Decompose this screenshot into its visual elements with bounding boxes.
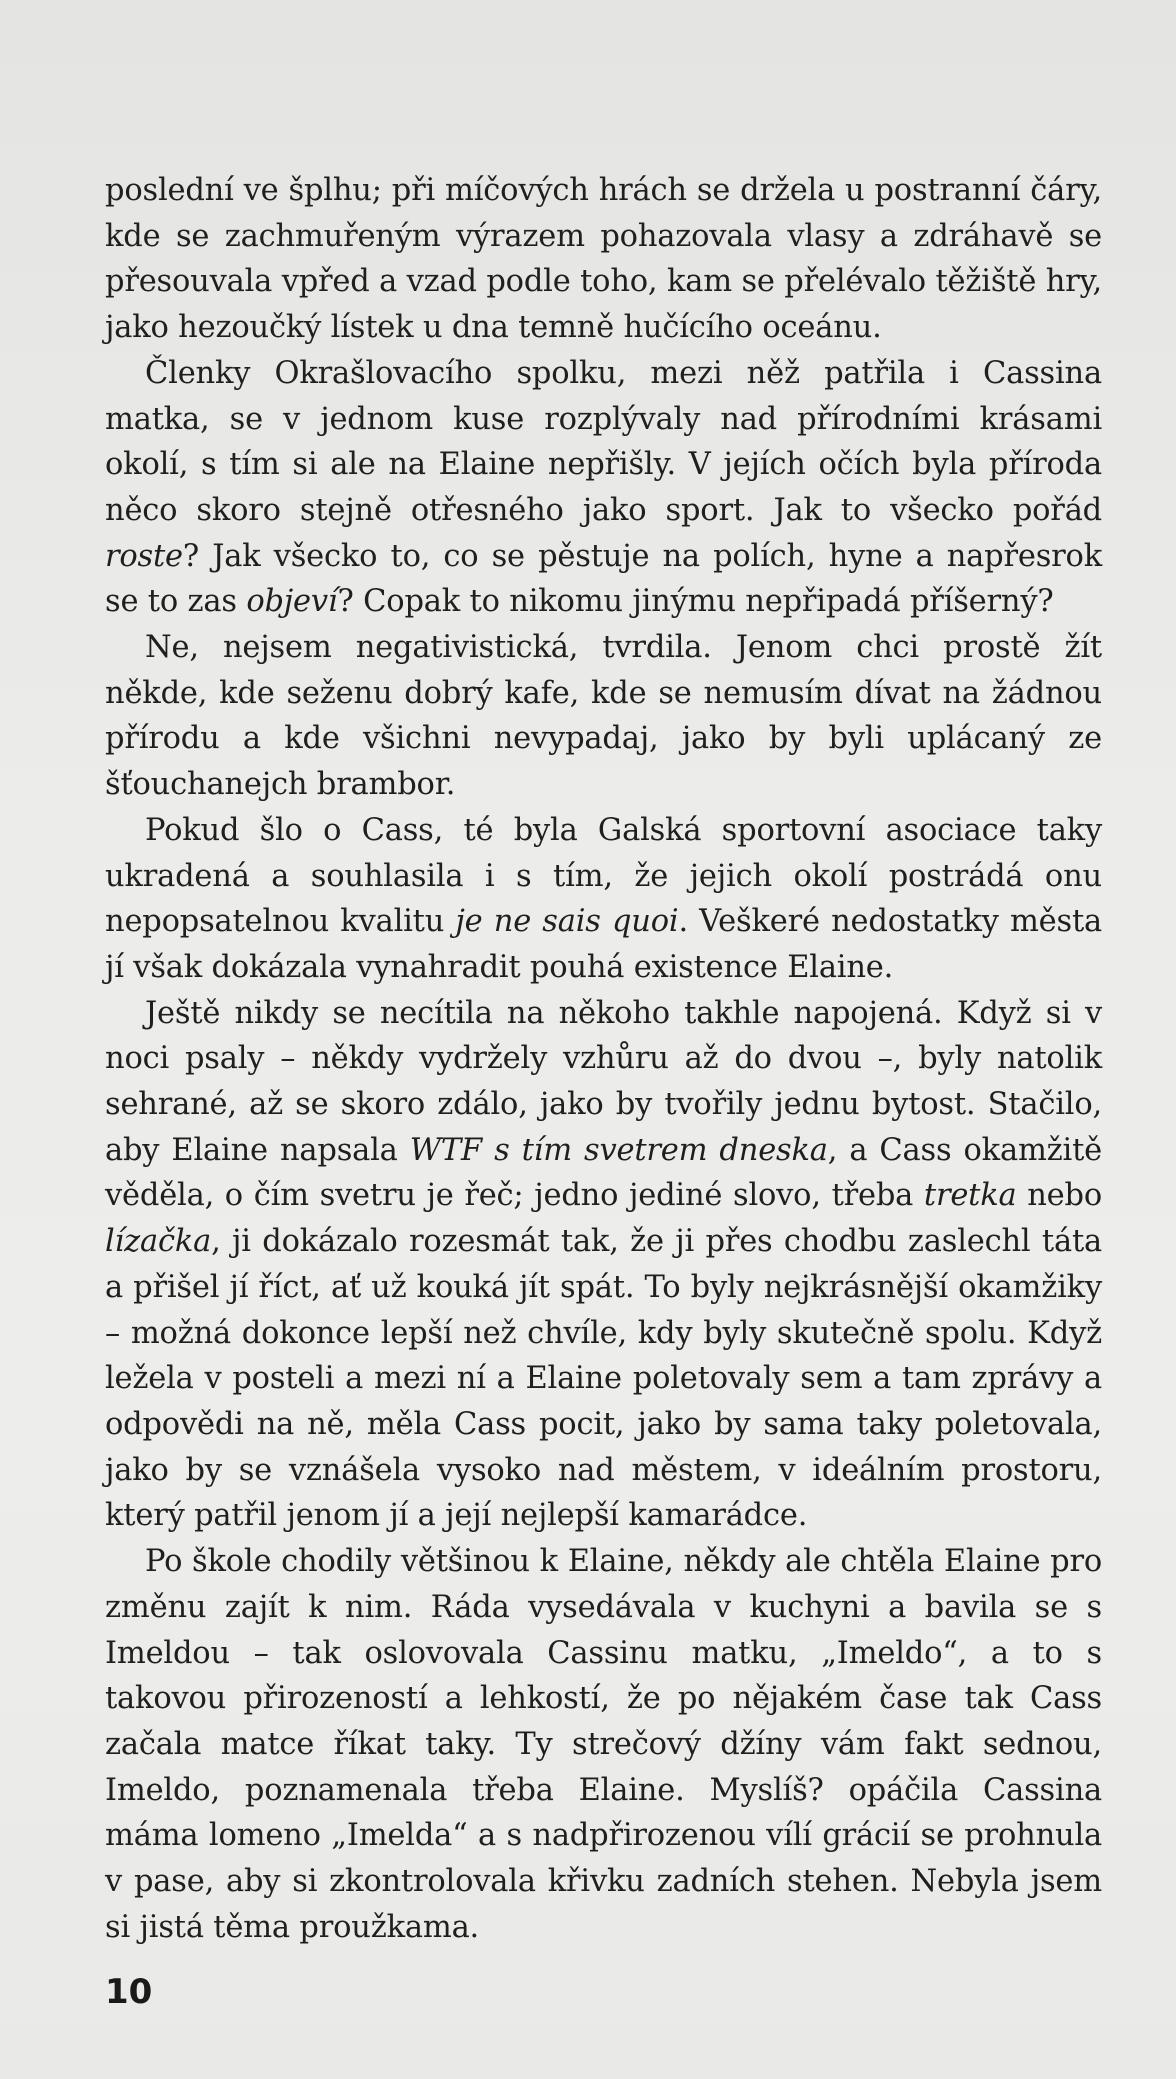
paragraph	[105, 625, 1102, 808]
paragraph	[105, 168, 1102, 351]
text-run: ? Jak všecko to, co se pěstuje na polích, hyne a napřesrok se to zas	[105, 538, 1102, 620]
italic-text: objeví	[246, 584, 338, 620]
paragraph	[105, 351, 1102, 625]
page-number: 10	[105, 1972, 153, 2012]
italic-text: WTF s tím svetrem dneska	[409, 1132, 828, 1168]
text-run: poslední ve šplhu; při míčových hrách se držela u postranní čáry, kde se zachmuřeným výrazem pohazovala vlasy a zdráhavě se přesouvala vpřed a vzad podle toho, kam se přelévalo těžiště hry, jako hezoučký lístek u dna temně hučícího oceánu.	[105, 173, 1102, 346]
italic-text: tretka	[923, 1178, 1017, 1214]
text-run: . Veškeré nedostatky města jí však dokázala vynahradit pouhá existence Elaine.	[105, 904, 1103, 985]
text-run: Pokud šlo o Cass, té byla Galská sportovní asociace taky ukradená a souhlasila i s tím, že jejich okolí postrádá onu nepopsatelnou kvalitu	[105, 812, 1102, 940]
text-run: Ještě nikdy se necítila na někoho takhle napojená. Když si v noci psaly – někdy vydržely vzhůru až do dvou –, byly natolik sehrané, až se skoro zdálo, jako by tvořily jednu bytost. Stačilo, aby Elaine napsala	[105, 995, 1102, 1168]
paragraph	[105, 1539, 1102, 1950]
text-run: ? Copak to nikomu jinýmu nepřipadá příšerný?	[337, 584, 1054, 620]
italic-text: roste	[105, 538, 183, 574]
text-run: Po škole chodily většinou k Elaine, někdy ale chtěla Elaine pro změnu zajít k nim. Ráda vysedávala v kuchyni a bavila se s Imeldou – tak oslovovala Cassinu matku, „Imeldo“, a to s takovou přirozeností a lehkostí, že po nějakém čase tak Cass začala matce říkat taky. Ty strečový džíny vám fakt sednou, Imeldo, poznamenala třeba Elaine. Myslíš? opáčila Cassina máma lomeno „Imelda“ a s nadpřirozenou vílí grácií se prohnula v pase, aby si zkontrolovala křivku zadních stehen. Nebyla jsem si jistá těma proužkama.	[105, 1544, 1102, 1945]
italic-text: je ne sais quoi	[455, 904, 679, 940]
text-run: Členky Okrašlovacího spolku, mezi něž patřila i Cassina matka, se v jednom kuse rozplývaly nad přírodními krásami okolí, s tím si ale na Elaine nepřišly. V jejích očích byla příroda něco skoro stejně otřesného jako sport. Jak to všecko pořád	[105, 355, 1102, 528]
text-run: , ji dokázalo rozesmát tak, že ji přes chodbu zaslechl táta a přišel jí říct, ať už kouká jít spát. To byly nejkrásnější okamžiky – možná dokonce lepší než chvíle, kdy byly skutečně spolu. Když ležela v posteli a mezi ní a Elaine poletovaly sem a tam zprávy a odpovědi na ně, měla Cass pocit, jako by sama taky poletovala, jako by se vznášela vysoko nad městem, v ideálním prostoru, který patřil jenom jí a její nejlepší kamarádce.	[105, 1224, 1102, 1534]
italic-text: lízačka	[105, 1224, 212, 1260]
text-run: , a Cass okamžitě věděla, o čím svetru je řeč; jedno jediné slovo, třeba	[105, 1132, 1102, 1214]
paragraph	[105, 808, 1102, 991]
body-text	[105, 168, 1102, 1950]
text-run: Ne, nejsem negativistická, tvrdila. Jenom chci prostě žít někde, kde seženu dobrý kafe, kde se nemusím dívat na žádnou přírodu a kde všichni nevypadaj, jako by byli uplácaný ze šťouchanejch brambor.	[105, 630, 1102, 803]
text-run: nebo	[1016, 1178, 1102, 1214]
paragraph	[105, 991, 1102, 1539]
